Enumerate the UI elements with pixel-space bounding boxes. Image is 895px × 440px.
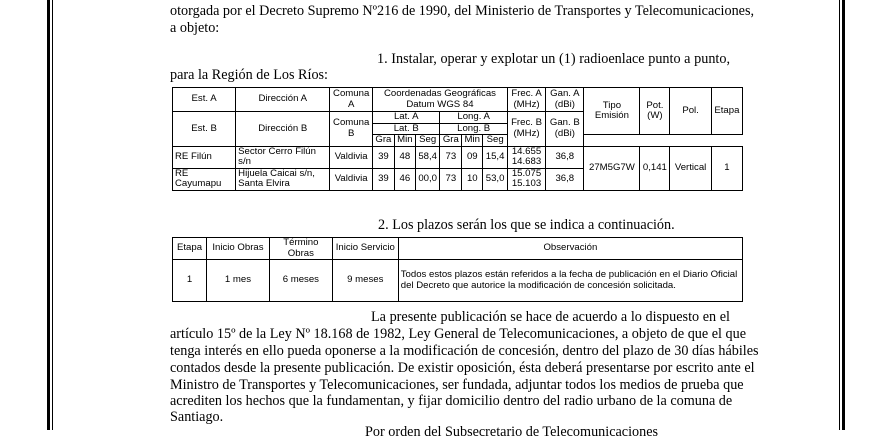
header-frec-b: Frec. B (MHz) <box>507 112 545 147</box>
frequency-2: 15.103 <box>511 178 542 189</box>
frequency-cell <box>507 168 545 190</box>
etapa: 1 <box>173 260 207 302</box>
header-direccion-a: Dirección A <box>236 88 330 112</box>
header-observacion: Observación <box>398 238 742 260</box>
closing-line-6: acrediten los hechos que la fundamentan, y fijar domicilio dentro del radio urbano de la comuna de <box>170 393 733 409</box>
header-lat-b: Lat. B <box>373 123 440 135</box>
header-lat-seg: Seg <box>415 135 440 147</box>
frequency-cell <box>507 146 545 168</box>
lat-seg: 00,0 <box>415 168 440 190</box>
table-row <box>173 146 743 168</box>
page-border-right <box>839 0 845 430</box>
closing-line-7: Santiago. <box>170 409 224 425</box>
long-min: 09 <box>462 146 483 168</box>
header-est-b: Est. B <box>173 112 236 147</box>
termino-obras: 6 meses <box>269 260 332 302</box>
inicio-servicio: 9 meses <box>332 260 398 302</box>
frequency-1: 14.655 <box>511 145 542 157</box>
station-comuna: Valdivia <box>330 146 373 168</box>
header-direccion-b: Dirección B <box>236 112 330 147</box>
header-long-seg: Seg <box>483 135 508 147</box>
header-inicio-servicio: Inicio Servicio <box>332 238 398 260</box>
lat-min: 46 <box>394 168 415 190</box>
long-min: 10 <box>462 168 483 190</box>
header-etapa: Etapa <box>711 88 742 135</box>
station-address: Sector Cerro Filún s/n <box>236 146 330 168</box>
lat-min: 48 <box>394 146 415 168</box>
header-long-a: Long. A <box>440 112 507 124</box>
lat-seg: 58,4 <box>415 146 440 168</box>
intro-line-2: a objeto: <box>170 20 220 36</box>
table-row <box>173 260 743 302</box>
header-gan-b: Gan. B (dBi) <box>546 112 584 147</box>
gain: 36,8 <box>546 168 584 190</box>
radiolink-table <box>172 87 743 191</box>
closing-line-3: tenga interés en ello pueda oponerse a la modificación de concesión, dentro del plazo de 30 días hábiles <box>170 343 759 359</box>
long-gra: 73 <box>440 146 462 168</box>
header-comuna-a: Comuna A <box>330 88 373 112</box>
station-name: RE Cayumapu <box>173 168 236 190</box>
etapa: 1 <box>711 146 742 190</box>
inicio-obras: 1 mes <box>206 260 269 302</box>
item2-heading: 2. Los plazos serán los que se indica a continuación. <box>378 217 675 233</box>
station-name: RE Filún <box>173 146 236 168</box>
polarizacion: Vertical <box>670 146 711 190</box>
header-est-a: Est. A <box>173 88 236 112</box>
closing-line-1: La presente publicación se hace de acuerdo a lo dispuesto en el <box>371 309 730 325</box>
observacion: Todos estos plazos están referidos a la fecha de publicación en el Diario Oficial del Decreto que autorice la modificación de concesión solicitada. <box>398 260 742 302</box>
header-comuna-b: Comuna B <box>330 112 373 147</box>
plazos-table <box>172 237 743 302</box>
tipo-emision: 27M5G7W <box>584 146 640 190</box>
header-long-min: Min <box>462 135 483 147</box>
header-tipo-emision: Tipo Emisión <box>584 88 640 135</box>
station-address: Hijuela Caicai s/n, Santa Elvira <box>236 168 330 190</box>
header-etapa: Etapa <box>173 238 207 260</box>
header-potencia: Pot. (W) <box>640 88 670 135</box>
header-long-gra: Gra <box>440 135 462 147</box>
header-termino-obras: Término Obras <box>269 238 332 260</box>
intro-line-1: otorgada por el Decreto Supremo Nº216 de 1990, del Ministerio de Transportes y Telecomunicaciones, <box>170 3 755 19</box>
header-polarizacion: Pol. <box>670 88 711 135</box>
station-comuna: Valdivia <box>330 168 373 190</box>
header-lat-gra: Gra <box>373 135 395 147</box>
long-seg: 53,0 <box>483 168 508 190</box>
page-border-left <box>47 0 53 430</box>
gain: 36,8 <box>546 146 584 168</box>
header-lat-min: Min <box>394 135 415 147</box>
closing-signature-cut: Por orden del Subsecretario de Telecomunicaciones <box>365 424 659 440</box>
frequency-1: 15.075 <box>511 167 542 179</box>
closing-line-4: contados desde la presente publicación. De existir oposición, ésta deberá presentarse por escrito ante el <box>170 360 755 376</box>
header-gan-a: Gan. A (dBi) <box>546 88 584 112</box>
closing-line-5: Ministro de Transportes y Telecomunicaciones, ser fundada, adjuntar todos los medios de prueba que <box>170 377 744 393</box>
header-coordenadas: Coordenadas Geográficas Datum WGS 84 <box>373 88 508 112</box>
item1-line-2: para la Región de Los Ríos: <box>170 67 329 83</box>
lat-gra: 39 <box>373 168 395 190</box>
header-long-b: Long. B <box>440 123 507 135</box>
frequency-2: 14.683 <box>511 156 542 167</box>
long-seg: 15,4 <box>483 146 508 168</box>
potencia: 0,141 <box>640 146 670 190</box>
closing-line-2: artículo 15º de la Ley Nº 18.168 de 1982, Ley General de Telecomunicaciones, a objeto de que el que <box>170 326 747 342</box>
header-lat-a: Lat. A <box>373 112 440 124</box>
header-inicio-obras: Inicio Obras <box>206 238 269 260</box>
lat-gra: 39 <box>373 146 395 168</box>
long-gra: 73 <box>440 168 462 190</box>
header-frec-a: Frec. A (MHz) <box>507 88 545 112</box>
item1-line-1: 1. Instalar, operar y explotar un (1) radioenlace punto a punto, <box>377 51 730 67</box>
